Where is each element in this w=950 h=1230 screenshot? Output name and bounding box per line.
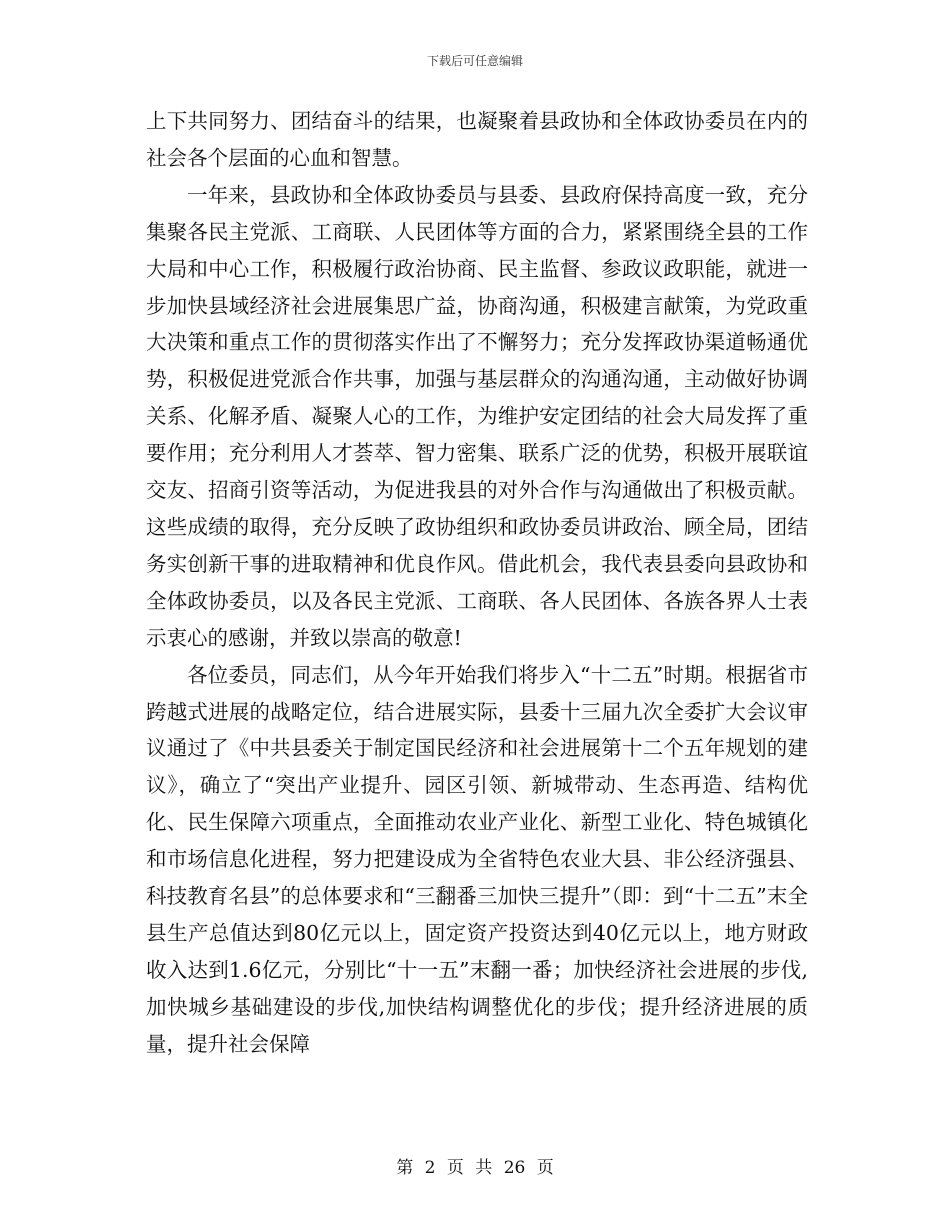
paragraph-continuation: 上下共同努力、团结奋斗的结果，也凝聚着县政协和全体政协委员在内的社会各个层面的心血和智慧。 bbox=[146, 109, 808, 170]
document-body bbox=[146, 103, 808, 1063]
paragraph-five-year-plan: 各位委员，同志们，从今年开始我们将步入“十二五”时期。根据省市跨越式进展的战略定位，结合进展实际，县委十三届九次全委扩大会议审议通过了《中共县委关于制定国民经济和社会进展第十二个五年规划的建议》，确立了“突出产业提升、园区引领、新城带动、生态再造、结构优化、民生保障六项重点，全面推动农业产业化、新型工业化、特色城镇化和市场信息化进程，努力把建设成为全省特色农业大县、非公经济强县、科技教育名县”的总体要求和“三翻番三加快三提升”（即：到“十二五”末全县生产总值达到80亿元以上，固定资产投资达到40亿元以上，地方财政收入达到1.6亿元，分别比“十一五”末翻一番；加快经济社会进展的步伐,加快城乡基础建设的步伐,加快结构调整优化的步伐；提升经济进展的质量，提升社会保障 bbox=[146, 662, 808, 1056]
paragraph-achievements: 一年来，县政协和全体政协委员与县委、县政府保持高度一致，充分集聚各民主党派、工商联、人民团体等方面的合力，紧紧围绕全县的工作大局和中心工作，积极履行政治协商、民主监督、参政议政职能，就进一步加快县域经济社会进展集思广益，协商沟通，积极建言献策，为党政重大决策和重点工作的贯彻落实作出了不懈努力；充分发挥政协渠道畅通优势，积极促进党派合作共事，加强与基层群众的沟通沟通，主动做好协调关系、化解矛盾、凝聚人心的工作，为维护安定团结的社会大局发挥了重要作用；充分利用人才荟萃、智力密集、联系广泛的优势，积极开展联谊交友、招商引资等活动，为促进我县的对外合作与沟通做出了积极贡献。这些成绩的取得，充分反映了政协组织和政协委员讲政治、顾全局，团结务实创新干事的进取精神和优良作风。借此机会，我代表县委向县政协和全体政协委员，以及各民主党派、工商联、各人民团体、各族各界人士表示衷心的感谢，并致以崇高的敬意! bbox=[146, 182, 808, 650]
page-header: 下载后可任意编辑 bbox=[426, 54, 523, 68]
page-number: 第 2 页 共 26 页 bbox=[396, 1158, 554, 1178]
